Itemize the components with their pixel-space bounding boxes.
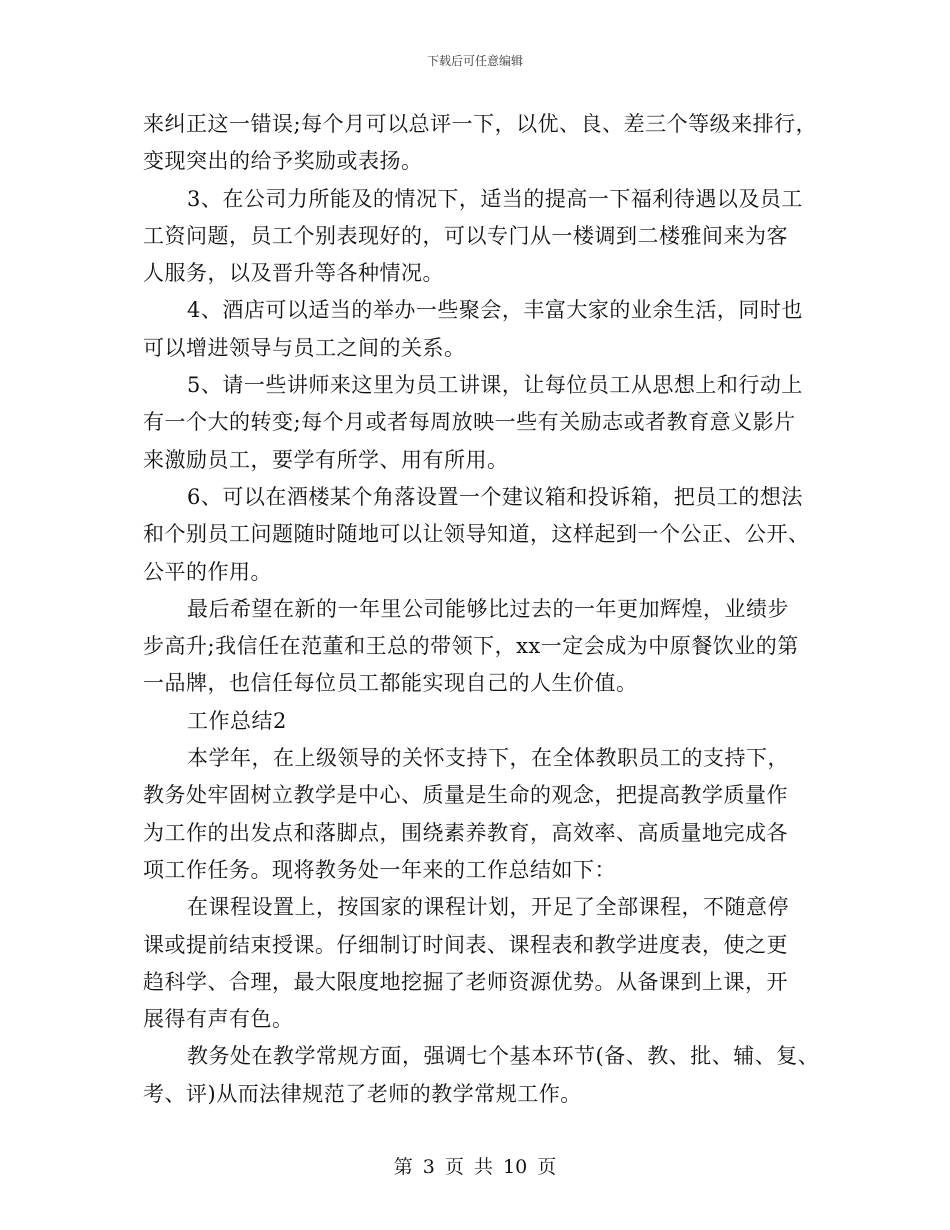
text-line: 工作总结2 (187, 708, 287, 733)
text-line: 和个别员工问题随时随地可以让领导知道，这样起到一个公正、公开、 (143, 522, 810, 547)
text-line: 教务处牢固树立教学是中心、质量是生命的观念，把提高教学质量作 (143, 783, 788, 808)
text-line: 公平的作用。 (143, 559, 272, 584)
text-line: 本学年，在上级领导的关怀支持下，在全体教职员工的支持下， (187, 746, 789, 771)
text-line: 变现突出的给予奖励或表扬。 (143, 149, 423, 174)
text-line: 步高升;我信任在范董和王总的带领下，xx一定会成为中原餐饮业的第 (143, 634, 799, 659)
document-body (143, 106, 820, 1113)
text-line: 课或提前结束授课。仔细制订时间表、课程表和教学进度表，使之更 (143, 932, 788, 957)
page-header: 下载后可任意编辑 (426, 54, 523, 68)
text-line: 考、评)从而法律规范了老师的教学常规工作。 (143, 1081, 582, 1106)
text-line: 来激励员工，要学有所学、用有所用。 (143, 447, 509, 472)
text-line: 趋科学、合理，最大限度地挖掘了老师资源优势。从备课到上课，开 (143, 969, 788, 994)
text-line: 有一个大的转变;每个月或者每周放映一些有关励志或者教育意义影片 (143, 410, 796, 435)
text-line: 最后希望在新的一年里公司能够比过去的一年更加辉煌，业绩步 (187, 596, 789, 621)
text-line: 一品牌，也信任每位员工都能实现自己的人生价值。 (143, 671, 638, 696)
text-line: 教务处在教学常规方面，强调七个基本环节(备、教、批、辅、复、 (187, 1044, 820, 1069)
text-line: 6、可以在酒楼某个角落设置一个建议箱和投诉箱，把员工的想法 (187, 484, 803, 509)
text-line: 为工作的出发点和落脚点，围绕素养教育，高效率、高质量地完成各 (143, 820, 788, 845)
text-line: 人服务，以及晋升等各种情况。 (143, 261, 444, 286)
text-line: 3、在公司力所能及的情况下，适当的提高一下福利待遇以及员工 (187, 186, 803, 211)
text-line: 工资问题，员工个别表现好的，可以专门从一楼调到二楼雅间来为客 (143, 223, 788, 248)
text-line: 可以增进领导与员工之间的关系。 (143, 335, 466, 360)
text-line: 展得有声有色。 (143, 1007, 294, 1032)
text-line: 来纠正这一错误;每个月可以总评一下，以优、良、差三个等级来排行， (143, 112, 818, 136)
text-line: 4、酒店可以适当的举办一些聚会，丰富大家的业余生活，同时也 (187, 298, 803, 323)
text-line: 在课程设置上，按国家的课程计划，开足了全部课程，不随意停 (187, 895, 789, 920)
text-line: 5、请一些讲师来这里为员工讲课，让每位员工从思想上和行动上 (187, 373, 803, 398)
page-footer: 第 3 页 共 10 页 (393, 1156, 557, 1178)
text-line: 项工作任务。现将教务处一年来的工作总结如下： (143, 857, 616, 882)
